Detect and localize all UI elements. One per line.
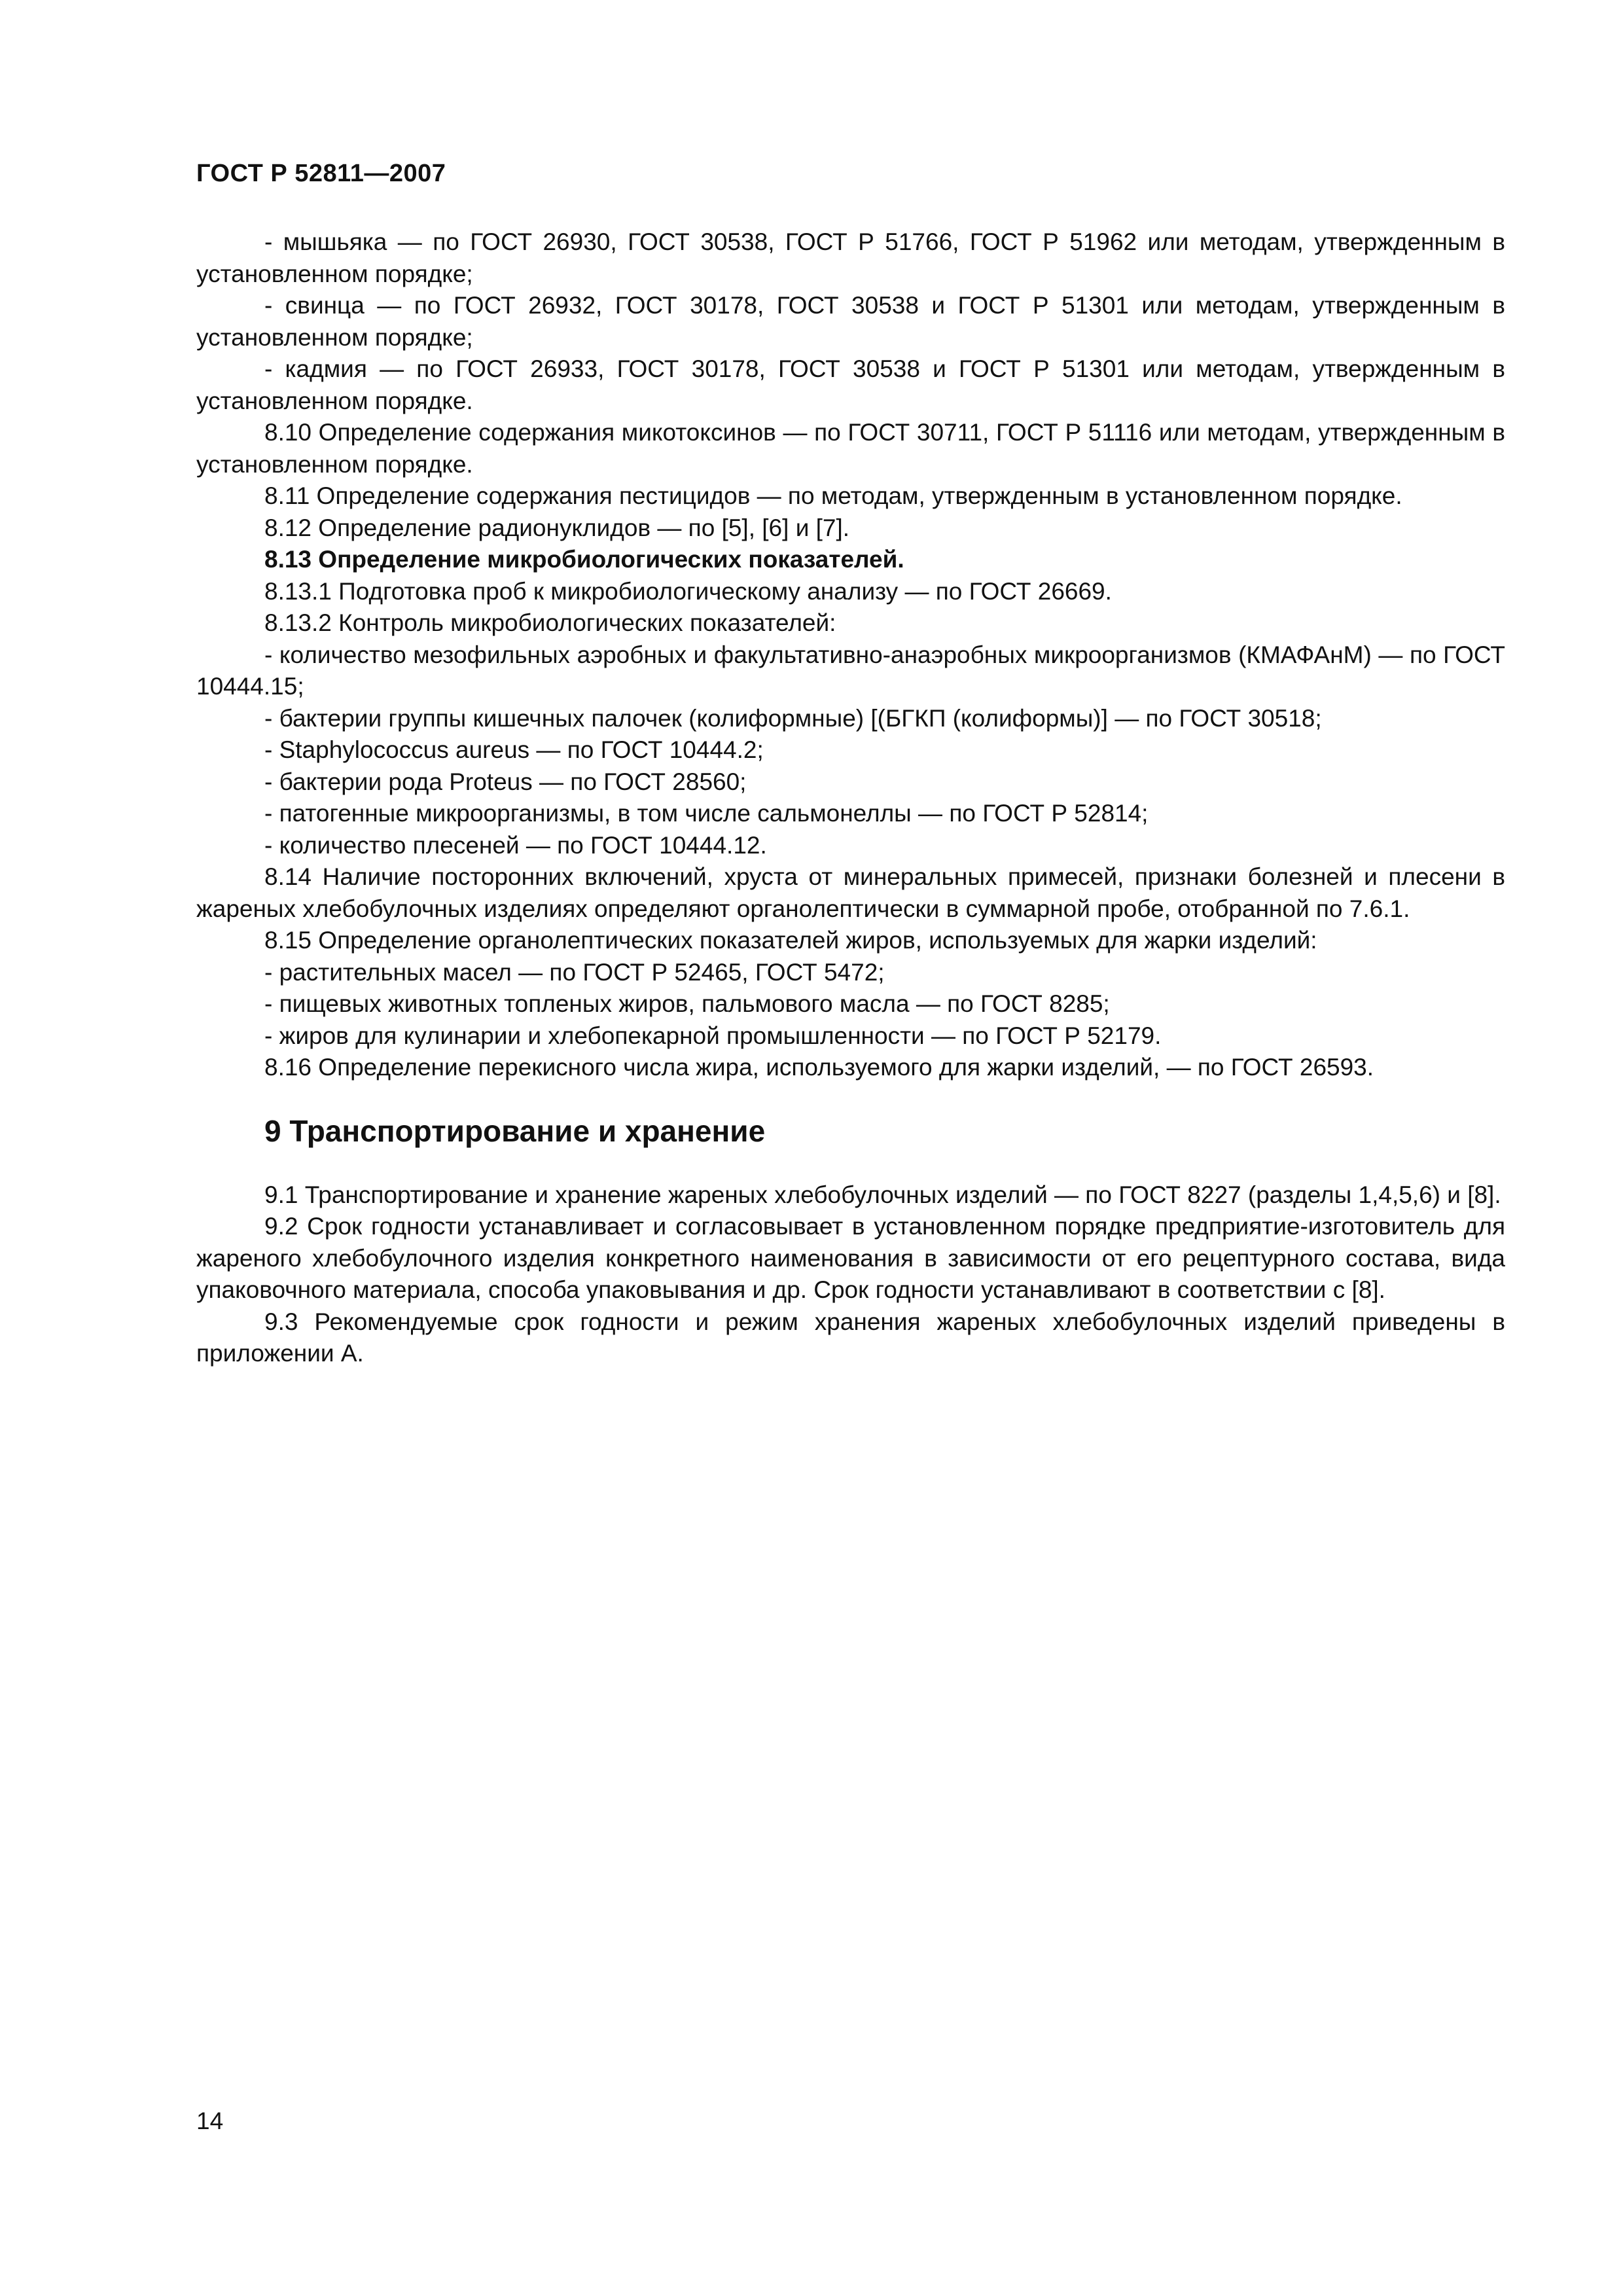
paragraph-8-10: 8.10 Определение содержания микотоксинов — по ГОСТ 30711, ГОСТ Р 51116 или методам, утвержденным в установленном порядке. [196,419,1505,478]
paragraph-9-1: 9.1 Транспортирование и хранение жареных хлебобулочных изделий — по ГОСТ 8227 (разделы 1,4,5,6) и [8]. [264,1181,1501,1208]
paragraph-8-13-2: 8.13.2 Контроль микробиологических показателей: [264,609,836,636]
list-item-kmafanm: - количество мезофильных аэробных и факультативно-анаэробных микроорганизмов (КМАФАнМ) — по ГОСТ 10444.15; [196,641,1505,700]
list-item-molds: - количество плесеней — по ГОСТ 10444.12. [264,831,767,859]
page-number: 14 [196,2108,224,2134]
paragraph-8-16: 8.16 Определение перекисного числа жира, используемого для жарки изделий, — по ГОСТ 26593. [264,1054,1374,1081]
paragraph-cadmium: - кадмия — по ГОСТ 26933, ГОСТ 30178, ГОСТ 30538 и ГОСТ Р 51301 или методам, утвержденным в установленном порядке. [196,355,1505,414]
document-header: ГОСТ Р 52811—2007 [196,160,446,187]
list-item-bgkp: - бактерии группы кишечных палочек (колиформные) [(БГКП (колиформы)] — по ГОСТ 30518; [264,704,1322,732]
list-item-animal-fats: - пищевых животных топленых жиров, пальмового масла — по ГОСТ 8285; [264,990,1110,1017]
list-item-pathogens: - патогенные микроорганизмы, в том числе сальмонеллы — по ГОСТ Р 52814; [264,800,1149,827]
list-item-culinary-fats: - жиров для кулинарии и хлебопекарной промышленности — по ГОСТ Р 52179. [264,1022,1162,1049]
section-title: 9 Транспортирование и хранение [264,1113,766,1148]
paragraph-8-14: 8.14 Наличие посторонних включений, хруста от минеральных примесей, признаки болезней и плесени в жареных хлебобулочных изделиях определяют органолептически в суммарной пробе, отобранной по 7.6.1. [196,863,1505,922]
paragraph-8-15: 8.15 Определение органолептических показателей жиров, используемых для жарки изделий: [264,927,1317,954]
paragraph-8-12: 8.12 Определение радионуклидов — по [5], [6] и [7]. [264,514,850,541]
list-item-vegetable-oils: - растительных масел — по ГОСТ Р 52465, ГОСТ 5472; [264,958,885,986]
list-item-proteus: - бактерии рода Proteus — по ГОСТ 28560; [264,768,747,795]
paragraph-8-11: 8.11 Определение содержания пестицидов — по методам, утвержденным в установленном порядке. [264,482,1402,509]
paragraph-9-3: 9.3 Рекомендуемые срок годности и режим хранения жареных хлебобулочных изделий приведены в приложении А. [196,1308,1505,1367]
list-item-staphylococcus: - Staphylococcus aureus — по ГОСТ 10444.2; [264,736,764,763]
document-body [196,226,1505,1370]
paragraph-9-2: 9.2 Срок годности устанавливает и согласовывает в установленном порядке предприятие-изготовитель для жареного хлебобулочного изделия конкретного наименования в зависимости от его рецептурного состава, вида упаковочного материала, способа упаковывания и др. Срок годности устанавливают в соответствии с [8]. [196,1213,1505,1303]
paragraph-arsenic: - мышьяка — по ГОСТ 26930, ГОСТ 30538, ГОСТ Р 51766, ГОСТ Р 51962 или методам, утвержденным в установленном порядке; [196,228,1505,287]
paragraph-8-13-1: 8.13.1 Подготовка проб к микробиологическому анализу — по ГОСТ 26669. [264,577,1112,605]
paragraph-lead: - свинца — по ГОСТ 26932, ГОСТ 30178, ГОСТ 30538 и ГОСТ Р 51301 или методам, утвержденным в установленном порядке; [196,292,1505,351]
paragraph-8-13-heading: 8.13 Определение микробиологических показателей. [264,546,904,573]
